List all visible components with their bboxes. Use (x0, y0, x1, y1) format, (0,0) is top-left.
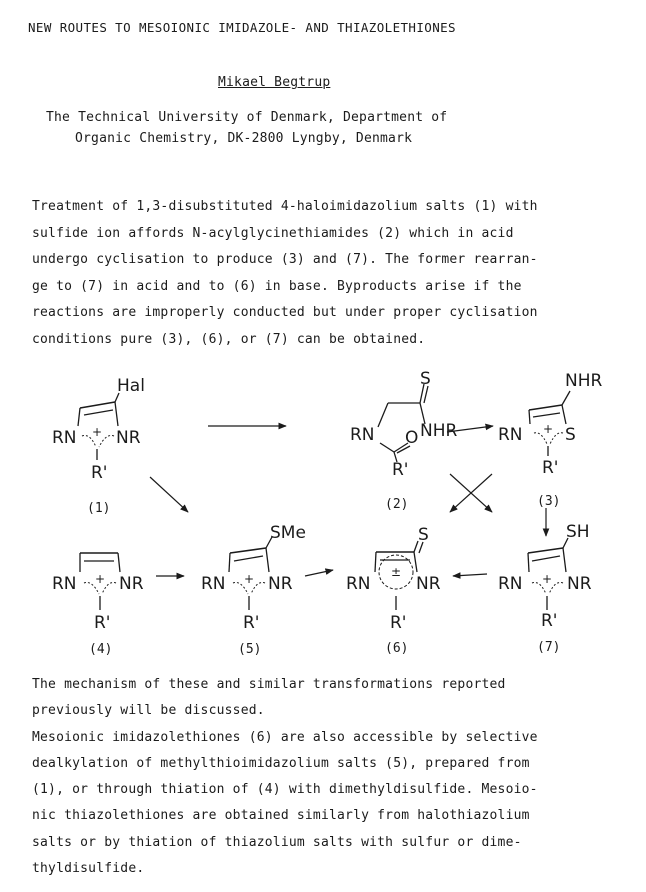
rn-label: RN (52, 428, 77, 448)
text-line: Treatment of 1,3-disubstituted 4-haloimidazolium salts (1) with (32, 199, 538, 214)
compound-6-structure (346, 525, 441, 656)
reaction-scheme (0, 360, 646, 670)
abstract-paragraph-2 (32, 672, 538, 882)
arrow-5-to-6 (305, 570, 333, 576)
compound-number: (5) (238, 642, 262, 657)
charge-label: + (244, 572, 255, 586)
affiliation-line-1: The Technical University of Denmark, Department of (46, 110, 448, 125)
s-label: S (420, 369, 431, 389)
rn-label: RN (350, 425, 375, 445)
compound-4-structure (52, 553, 144, 657)
s-label: S (418, 525, 429, 545)
paper-title: NEW ROUTES TO MESOIONIC IMIDAZOLE- AND THIAZOLETHIONES (28, 20, 456, 35)
r-prime-label: R' (392, 460, 409, 480)
rn-label: RN (498, 574, 523, 594)
nr-label: NR (268, 574, 293, 594)
text-line: nic thiazolethiones are obtained similarly from halothiazolium (32, 808, 530, 824)
charge-label: + (543, 422, 554, 436)
text-line: (1), or through thiation of (4) with dimethyldisulfide. Mesoio- (32, 782, 538, 798)
nr-label: NR (119, 574, 144, 594)
compound-5-structure (201, 523, 306, 657)
text-line: sulfide ion affords N-acylglycinethiamides (2) which in acid (32, 225, 514, 241)
r-prime-label: R' (91, 463, 108, 483)
s-label: S (565, 425, 576, 445)
arrow-1-to-5 (150, 477, 188, 512)
author-name: Mikael Begtrup (218, 75, 331, 90)
compound-7-structure (498, 522, 592, 655)
abstract-paragraph-1 (32, 194, 538, 354)
sme-label: SMe (270, 523, 306, 543)
rn-label: RN (346, 574, 371, 594)
compound-1-structure (52, 376, 145, 516)
r-prime-label: R' (243, 613, 260, 633)
r-prime-label: R' (94, 613, 111, 633)
text-line: previously will be discussed. (32, 703, 265, 719)
hal-label: Hal (117, 376, 145, 396)
r-prime-label: R' (390, 613, 407, 633)
nr-label: NR (416, 574, 441, 594)
text-line: thyldisulfide. (32, 861, 145, 877)
rn-label: RN (201, 574, 226, 594)
reaction-arrows (150, 426, 546, 576)
text-line: The mechanism of these and similar transformations reported (32, 677, 506, 692)
sh-label: SH (566, 522, 590, 542)
charge-label: ± (391, 565, 402, 579)
nr-label: NR (567, 574, 592, 594)
text-line: reactions are improperly conducted but under proper cyclisation (32, 305, 538, 321)
compound-number: (2) (385, 497, 409, 512)
text-line: conditions pure (3), (6), or (7) can be obtained. (32, 331, 426, 347)
compound-3-structure (498, 371, 603, 509)
text-line: ge to (7) in acid and to (6) in base. Byproducts arise if the (32, 278, 522, 294)
text-line: Mesoionic imidazolethiones (6) are also accessible by selective (32, 729, 538, 745)
text-line: salts or by thiation of thiazolium salts with sulfur or dime- (32, 834, 522, 850)
nhr-label: NHR (565, 371, 603, 391)
compound-number: (4) (89, 642, 113, 657)
compound-number: (3) (537, 494, 561, 509)
compound-2-structure (350, 369, 458, 512)
nhr-label: NHR (420, 421, 458, 441)
compound-number: (1) (87, 501, 111, 516)
r-prime-label: R' (541, 611, 558, 631)
r-prime-label: R' (542, 458, 559, 478)
o-label: O (405, 428, 419, 448)
compound-number: (6) (385, 641, 409, 656)
text-line: undergo cyclisation to produce (3) and (7). The former rearran- (32, 252, 538, 268)
rn-label: RN (498, 425, 523, 445)
text-line: dealkylation of methylthioimidazolium salts (5), prepared from (32, 755, 530, 771)
nr-label: NR (116, 428, 141, 448)
rn-label: RN (52, 574, 77, 594)
charge-label: + (92, 425, 103, 439)
affiliation-line-2: Organic Chemistry, DK-2800 Lyngby, Denmark (75, 131, 413, 146)
arrow-7-to-6 (453, 574, 487, 576)
compound-number: (7) (537, 640, 561, 655)
charge-label: + (95, 572, 106, 586)
charge-label: + (542, 572, 553, 586)
